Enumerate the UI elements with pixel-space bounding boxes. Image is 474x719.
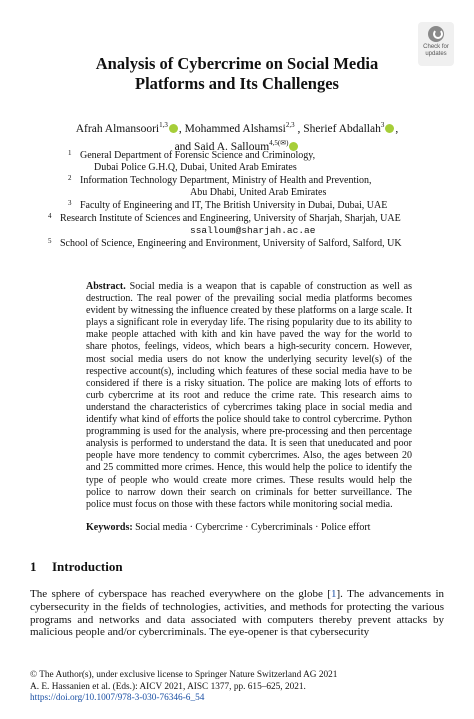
abstract-label: Abstract. <box>86 281 126 292</box>
intro-paragraph: The sphere of cyberspace has reached everywhere on the globe [1]. The advancements in cybersecurity in the fields of technologies, activities, and methods for protecting the various programs and networks and data associated with computers thereby prevent attacks by malicious people and/or cybercriminals. The eye-opener is that cybersecurity <box>30 588 444 639</box>
author-affil-sup: 3 <box>380 121 385 129</box>
section-number: 1 <box>30 559 37 574</box>
doi-link[interactable]: https://doi.org/10.1007/978-3-030-76346-6_54 <box>30 693 205 703</box>
affiliation-5: 5 School of Science, Engineering and Environment, University of Salford, Salford, UK <box>48 237 402 249</box>
keywords-label: Keywords: <box>86 522 133 533</box>
author-name: , Mohammed Alshamsi <box>178 122 286 135</box>
title-line-1: Analysis of Cybercrime on Social Media <box>95 54 379 73</box>
orcid-icon[interactable] <box>169 124 178 133</box>
keywords <box>86 522 412 534</box>
author-line-1: Afrah Almansoori$^{1,3}$ , Mohammed Alshamsi$^{2,3}$ , Sherief Abdallah$^3$ , <box>75 121 399 135</box>
affiliations <box>46 150 446 250</box>
author-email[interactable]: ssalloum@sharjah.ac.ae <box>190 225 316 236</box>
update-icon <box>428 26 444 42</box>
badge-line-1: Check for <box>423 44 449 50</box>
badge-line-2: updates <box>425 51 447 57</box>
affiliation-3: 3 Faculty of Engineering and IT, The British University in Dubai, Dubai, UAE <box>68 199 388 211</box>
author-affil-sup: 1,3 <box>159 121 168 129</box>
author-affil-sup: 4,5(✉) <box>269 138 289 147</box>
section-heading <box>30 559 123 575</box>
citation-link[interactable]: 1 <box>330 588 337 600</box>
abstract <box>86 281 412 511</box>
copyright-footer <box>30 670 444 705</box>
keywords-text: Social media · Cybercrime · Cybercriminals · Police effort <box>135 522 371 533</box>
orcid-icon[interactable] <box>385 124 394 133</box>
author-list <box>40 118 434 154</box>
author-affil-sup: 2,3 <box>285 121 295 129</box>
author-name: Afrah Almansoori <box>75 122 160 135</box>
author-name: , Sherief Abdallah <box>297 122 381 135</box>
paper-title <box>40 54 434 94</box>
title-line-2: Platforms and Its Challenges <box>135 74 339 93</box>
citation-line: A. E. Hassanien et al. (Eds.): AICV 2021, AISC 1377, pp. 615–625, 2021. <box>30 681 306 692</box>
copyright-line: © The Author(s), under exclusive license to Springer Nature Switzerland AG 2021 <box>30 670 338 680</box>
affiliation-4: 4 Research Institute of Sciences and Engineering, University of Sharjah, Sharjah, UAE ssalloum@sharjah.ac.ae <box>46 213 446 237</box>
section-title: Introduction <box>52 559 123 574</box>
affiliation-1: 1 General Department of Forensic Science and Criminology, Dubai Police G.H.Q, Dubai, United Arab Emirates <box>68 149 316 173</box>
affiliation-2: 2 Information Technology Department, Ministry of Health and Prevention, Abu Dhabi, United Arab Emirates <box>68 174 372 198</box>
abstract-text: Social media is a weapon that is capable of construction as well as destruction. The real power of the prevailing social media platforms becomes evident by witnessing the influence created by these platforms on a large scale. It plays a significant role in everyday life. The rising popularity due to its ability to make people attached with kith and kin have paved the way for the world to share photos, feelings, videos, which bears a high-security concern. However, most social media users do not know the underlying security level(s) of the respective account(s), including which features of these social media have to be considered if there is a risky situation. The police are making lots of efforts to curb cybercrime at its root and reduce the crime rate. This research aims to understand the characteristics of cybercrimes taking place in social media and identify what kind of efforts the police should take to control cybercrime. Python programming is used for the analysis, where pre-processing and then percentage analysis is performed to understand the data. It is seen that uneducated and poor people have more tendency to commit cybercrimes. Also, the ages between 20 and 25 committed more crimes. Hence, this would help the police to identify the type of people who would create more crimes. These results would help the police to narrow down their search on criminals for better surveillance. The police must focus on those with these factors while monitoring social media. <box>86 281 413 510</box>
author-name: and Said A. Salloum <box>174 140 270 153</box>
